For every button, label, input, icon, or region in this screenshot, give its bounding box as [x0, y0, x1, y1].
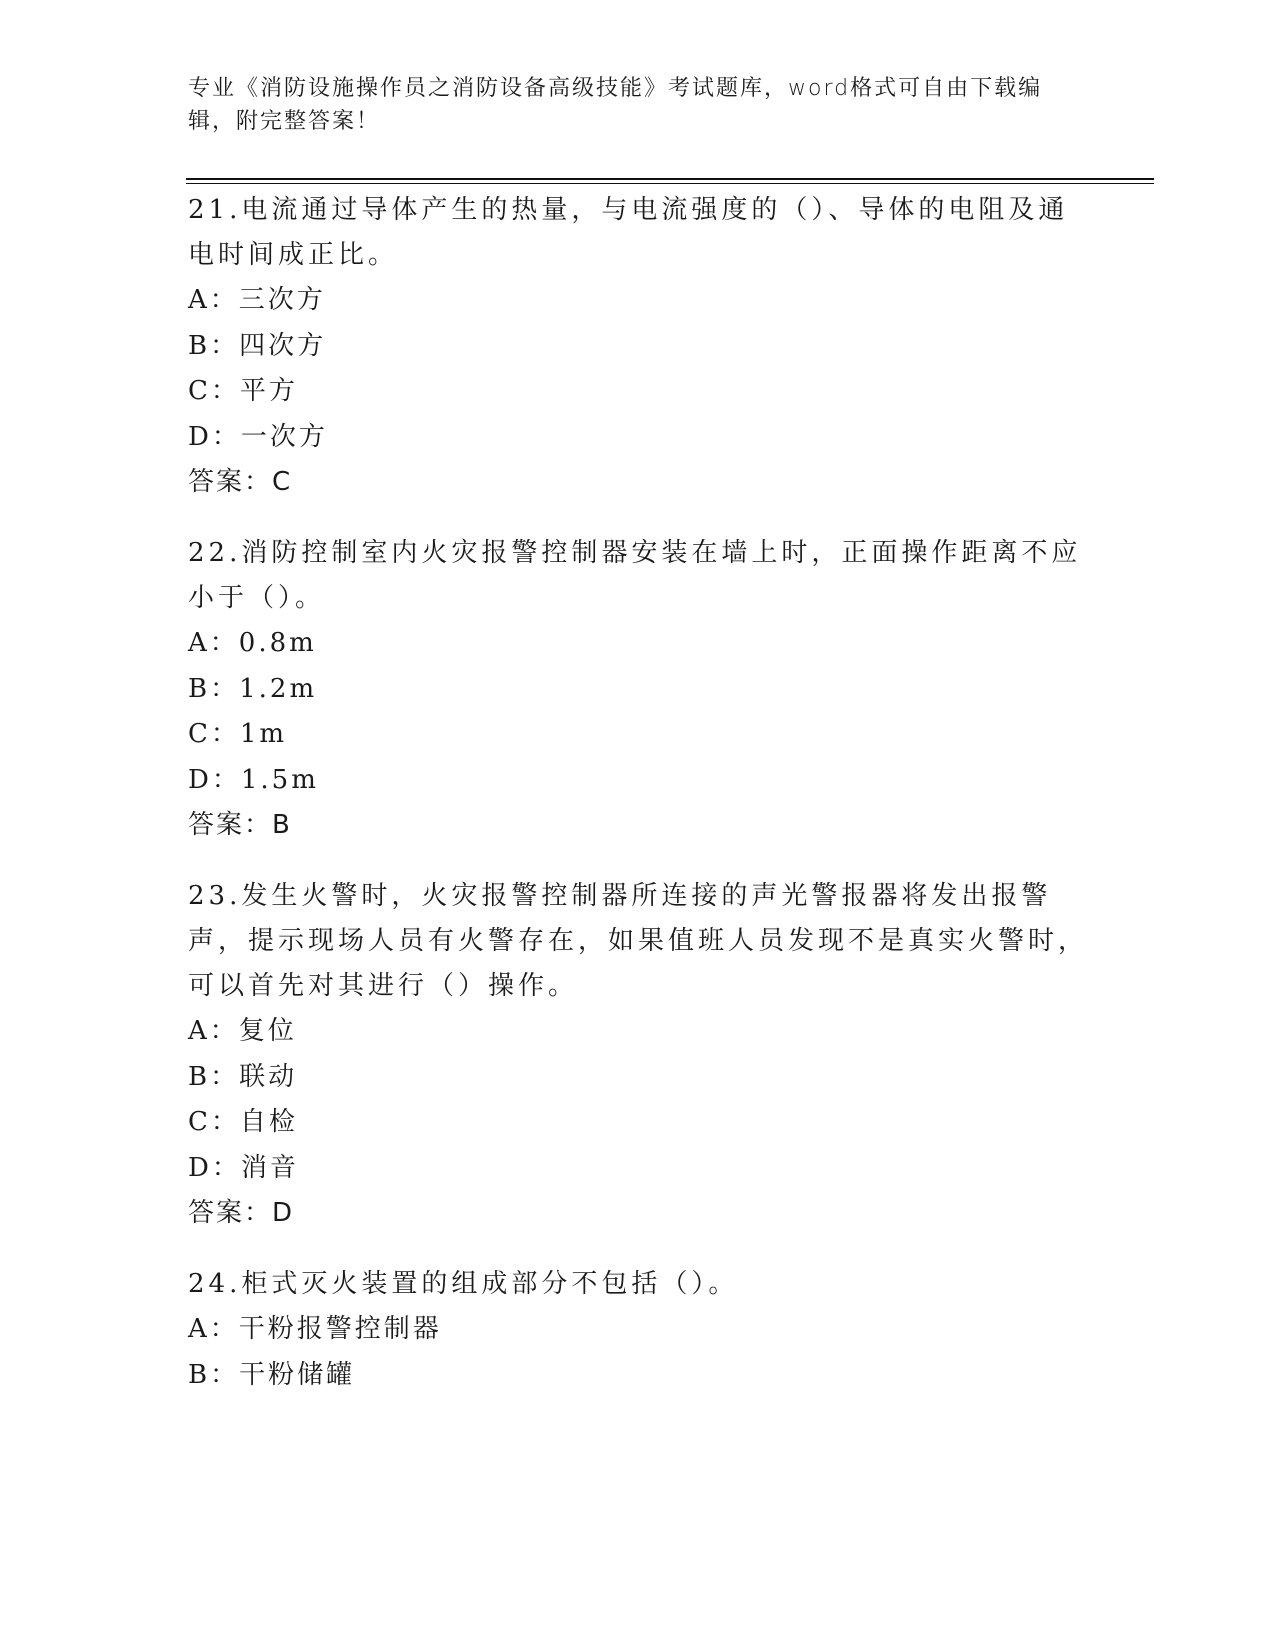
option-b: B：联动	[188, 1061, 298, 1092]
answer-line: 答案：B	[188, 810, 292, 840]
document-header: 专业《消防设施操作员之消防设备高级技能》考试题库，word格式可自由下载编辑，附完整答案！	[188, 76, 1043, 134]
question-23	[188, 874, 1088, 1236]
option-b: B：干粉储罐	[188, 1359, 356, 1390]
header-divider-thick	[186, 178, 1154, 180]
option-b: B：四次方	[188, 330, 327, 361]
option-b: B：1.2m	[188, 673, 318, 704]
option-d: D：1.5m	[188, 764, 319, 795]
header-divider-thin	[186, 183, 1154, 184]
question-stem: 24.柜式灭火装置的组成部分不包括（）。	[188, 1269, 739, 1299]
option-c: C：自检	[188, 1107, 298, 1137]
answer-line: 答案：C	[188, 467, 293, 497]
option-d: D：一次方	[188, 421, 328, 452]
option-a: A：0.8m	[188, 628, 317, 658]
option-c: C：平方	[188, 376, 298, 406]
question-22	[188, 531, 1088, 848]
question-stem: 23.发生火警时，火灾报警控制器所连接的声光警报器将发出报警声，提示现场人员有火警存在，如果值班人员发现不是真实火警时，可以首先对其进行（）操作。	[188, 881, 1089, 1001]
option-c: C：1m	[188, 719, 288, 749]
question-list	[188, 188, 1088, 1424]
question-21	[188, 188, 1088, 505]
option-a: A：三次方	[188, 285, 326, 315]
question-24	[188, 1262, 1088, 1398]
answer-line: 答案：D	[188, 1198, 295, 1228]
option-a: A：干粉报警控制器	[188, 1314, 442, 1344]
question-stem: 21.电流通过导体产生的热量，与电流强度的（）、导体的电阻及通电时间成正比。	[188, 195, 1069, 270]
option-d: D：消音	[188, 1152, 299, 1183]
option-a: A：复位	[188, 1016, 297, 1046]
question-stem: 22.消防控制室内火灾报警控制器安装在墙上时，正面操作距离不应小于（）。	[188, 538, 1082, 613]
